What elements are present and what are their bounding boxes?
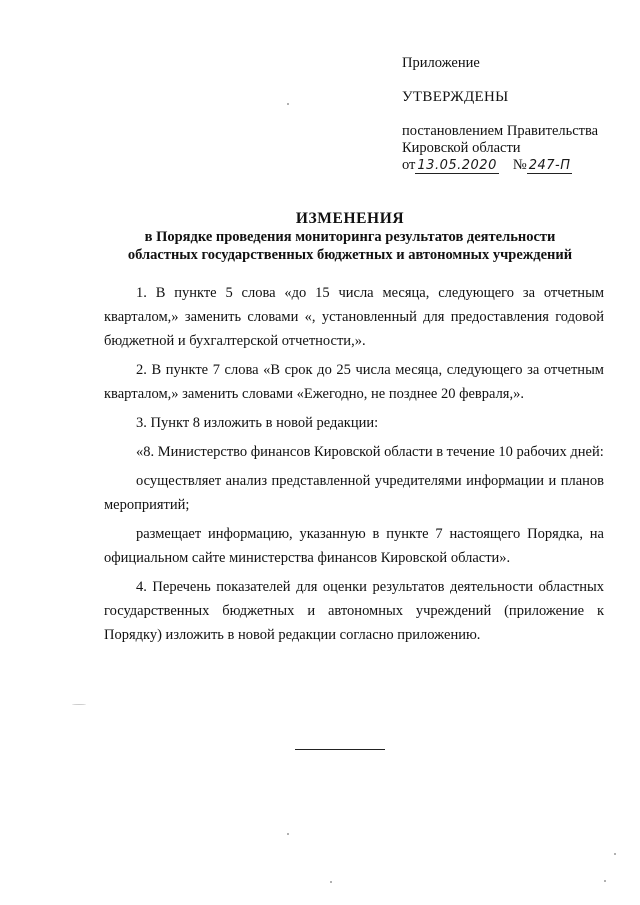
paragraph-5: осуществляет анализ представленной учредителями информации и планов мероприятий; xyxy=(104,473,604,513)
document-body xyxy=(104,281,604,652)
approved-label: УТВЕРЖДЕНЫ xyxy=(402,89,509,105)
decree-line-1: постановлением Правительства xyxy=(402,123,599,139)
document-title-block xyxy=(80,210,620,264)
number-prefix: № xyxy=(512,157,527,173)
scan-speck xyxy=(287,103,289,105)
date-prefix: от xyxy=(402,157,416,173)
decree-number: 247-П xyxy=(528,158,571,173)
paragraph-6: размещает информацию, указанную в пункте 7 настоящего Порядка, на официальном сайте министерства финансов Кировской области». xyxy=(104,526,604,566)
approval-block xyxy=(402,55,632,174)
paragraph-4: «8. Министерство финансов Кировской области в течение 10 рабочих дней: xyxy=(136,444,604,460)
document-subtitle-line-2: областных государственных бюджетных и автономных учреждений xyxy=(127,247,573,263)
decree-date: 13.05.2020 xyxy=(417,158,497,173)
appendix-label: Приложение xyxy=(402,55,480,71)
scan-speck xyxy=(614,853,616,855)
document-subtitle-line-1: в Порядке проведения мониторинга результатов деятельности xyxy=(144,229,556,245)
document-title: ИЗМЕНЕНИЯ xyxy=(295,210,405,227)
paragraph-7: 4. Перечень показателей для оценки результатов деятельности областных государственных бюджетных и автономных учреждений (приложение к Порядку) изложить в новой редакции согласно приложению. xyxy=(104,579,604,643)
paragraph-2: 2. В пункте 7 слова «В срок до 25 числа месяца, следующего за отчетным кварталом,» заменить словами «Ежегодно, не позднее 20 февраля,». xyxy=(104,362,604,402)
document-end-line xyxy=(295,749,385,750)
paragraph-1: 1. В пункте 5 слова «до 15 числа месяца, следующего за отчетным кварталом,» заменить словами «, установленный для предоставления годовой бюджетной и бухгалтерской отчетности,». xyxy=(104,285,604,349)
scan-speck xyxy=(287,833,289,835)
scan-speck xyxy=(72,704,86,705)
paragraph-3: 3. Пункт 8 изложить в новой редакции: xyxy=(136,415,379,431)
decree-date-number-row xyxy=(402,157,632,174)
scan-speck xyxy=(604,880,606,882)
decree-line-2: Кировской области xyxy=(402,140,521,156)
scan-speck xyxy=(330,881,332,883)
